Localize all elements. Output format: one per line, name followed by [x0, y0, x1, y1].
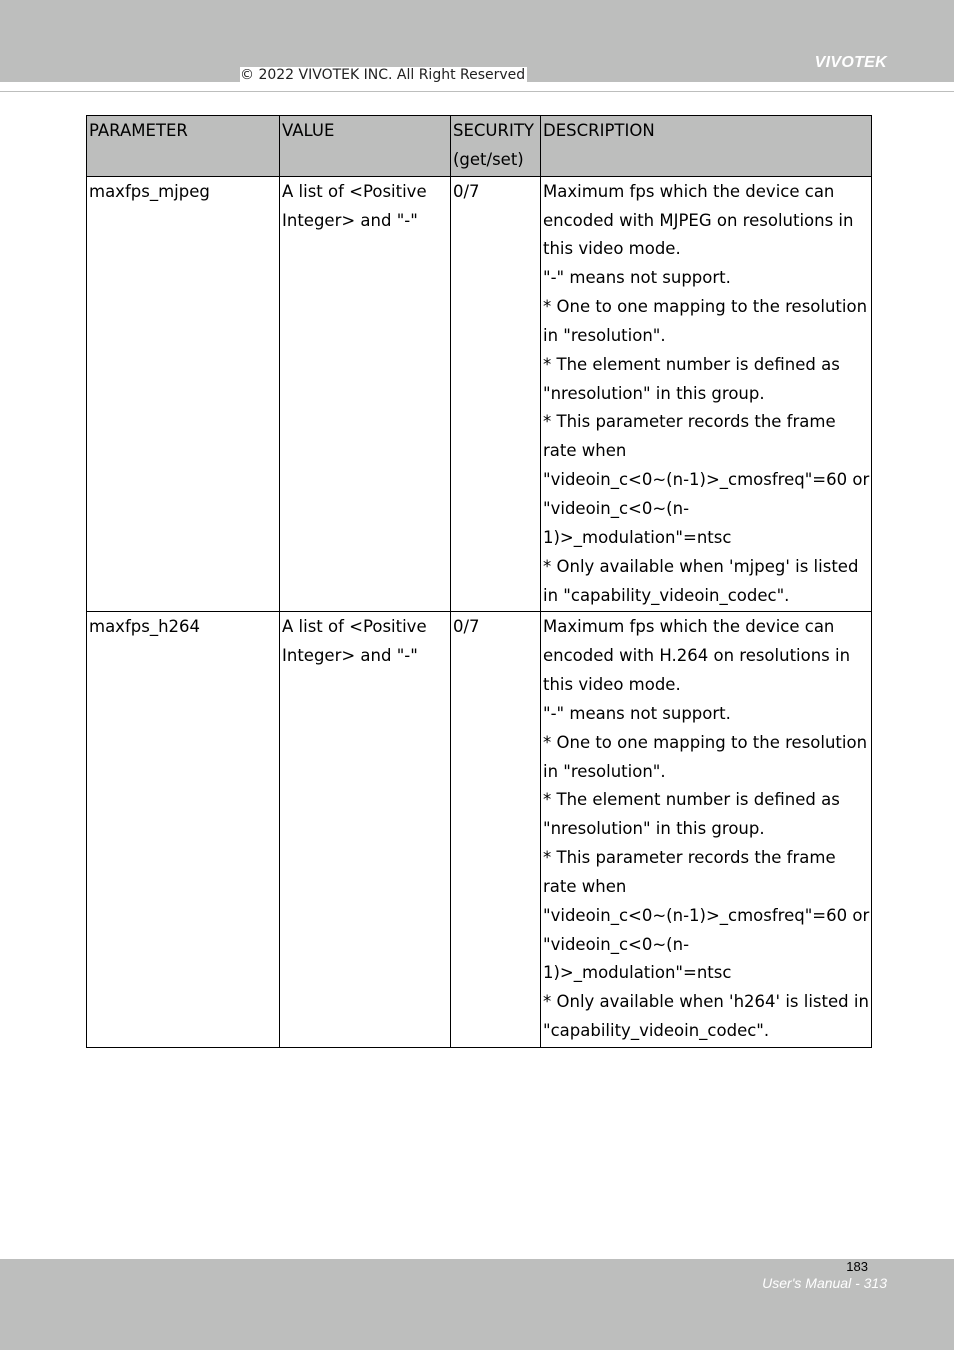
- description-cell: [541, 612, 872, 1048]
- header-divider: [0, 91, 954, 92]
- description-line: * The element number is defined as "nresolution" in this group.: [543, 354, 840, 403]
- column-header-description: DESCRIPTION: [541, 116, 872, 177]
- description-line: "-" means not support.: [543, 703, 731, 723]
- description-line: "videoin_c<0~(n-1)>_cmosfreq"=60 or: [543, 470, 870, 490]
- parameter-table: [86, 115, 872, 1048]
- parameter-cell: maxfps_mjpeg: [87, 176, 280, 612]
- description-line: * Only available when 'mjpeg' is listed in "capability_videoin_codec".: [543, 556, 859, 605]
- description-line: Maximum fps which the device can encoded with H.264 on resolutions in this video mode.: [543, 617, 851, 695]
- table-row: [87, 176, 872, 612]
- parameter-cell: maxfps_h264: [87, 612, 280, 1048]
- description-line: "-" means not support.: [543, 268, 731, 288]
- page-number: 183: [846, 1259, 868, 1274]
- column-header-security: SECURITY (get/set): [451, 116, 541, 177]
- description-line: "videoin_c<0~(n-1)>_modulation"=ntsc: [543, 498, 732, 547]
- description-cell: [541, 176, 872, 612]
- manual-page-label: User's Manual - 313: [762, 1275, 887, 1291]
- description-line: * Only available when 'h264' is listed in "capability_videoin_codec".: [543, 992, 869, 1041]
- value-cell: A list of <Positive Integer> and "-": [280, 176, 451, 612]
- security-cell: 0/7: [451, 176, 541, 612]
- security-cell: 0/7: [451, 612, 541, 1048]
- description-line: * The element number is defined as "nresolution" in this group.: [543, 790, 840, 839]
- brand-logo: VIVOTEK: [814, 54, 887, 71]
- description-line: * This parameter records the frame rate when: [543, 848, 836, 896]
- description-line: "videoin_c<0~(n-1)>_cmosfreq"=60 or: [543, 905, 870, 925]
- description-line: * One to one mapping to the resolution in "resolution".: [543, 732, 868, 781]
- value-cell: A list of <Positive Integer> and "-": [280, 612, 451, 1048]
- table-row: [87, 612, 872, 1048]
- copyright-notice: © 2022 VIVOTEK INC. All Right Reserved: [240, 67, 526, 83]
- description-line: "videoin_c<0~(n-1)>_modulation"=ntsc: [543, 934, 732, 983]
- column-header-parameter: PARAMETER: [87, 116, 280, 177]
- table-header-row: [87, 116, 872, 177]
- footer-band: [0, 1259, 954, 1350]
- description-line: Maximum fps which the device can encoded with MJPEG on resolutions in this video mode.: [543, 181, 854, 259]
- column-header-value: VALUE: [280, 116, 451, 177]
- description-line: * One to one mapping to the resolution in "resolution".: [543, 297, 868, 345]
- description-line: * This parameter records the frame rate when: [543, 412, 836, 461]
